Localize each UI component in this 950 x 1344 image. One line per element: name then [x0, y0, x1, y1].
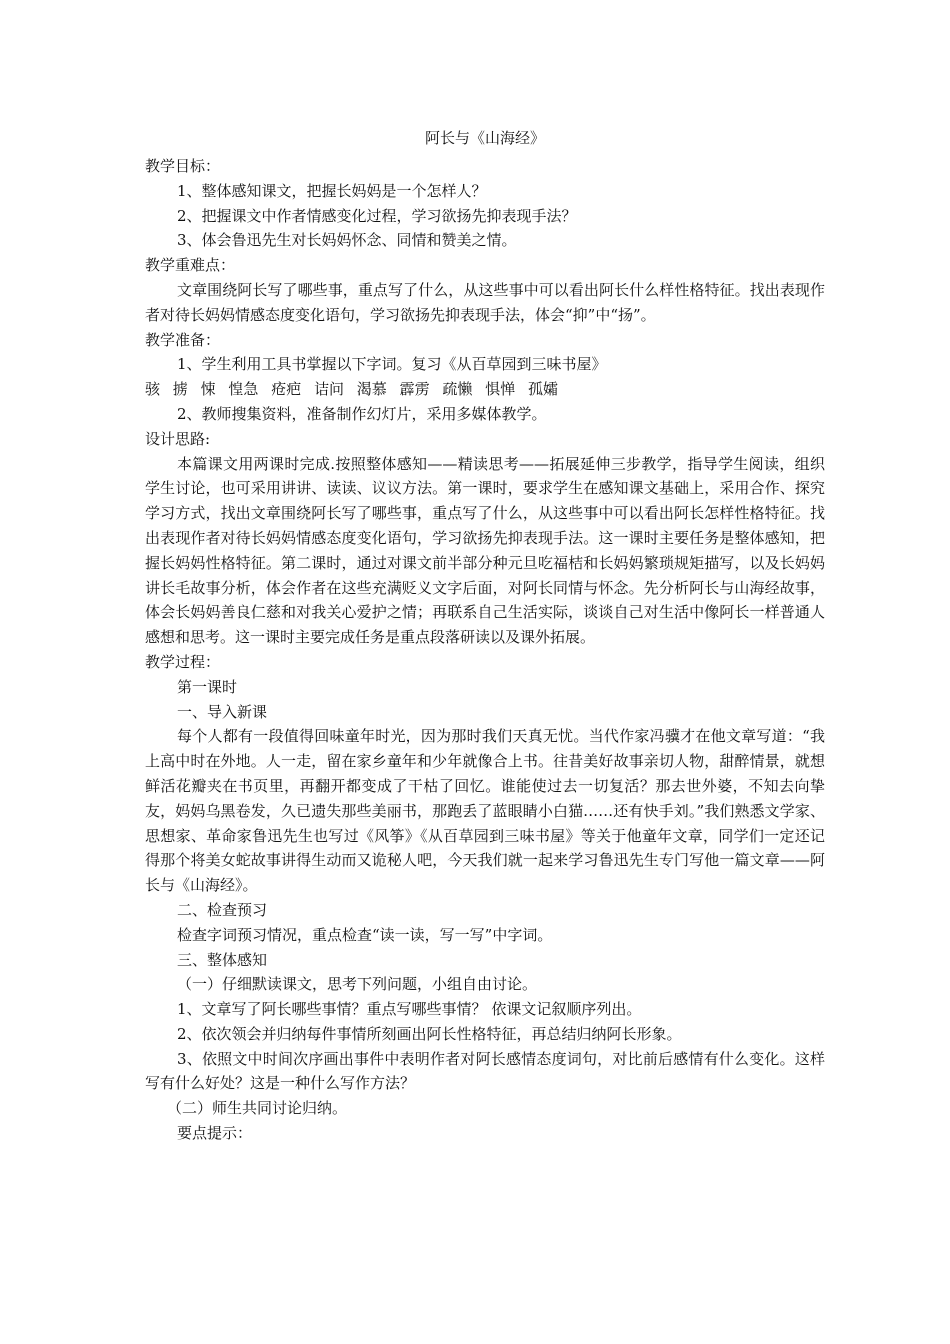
vocab-word: 渴慕: [356, 380, 387, 399]
goal-item: 1、整体感知课文，把握长妈妈是一个怎样人？: [177, 181, 487, 200]
vocab-word: 霹雳: [399, 380, 430, 399]
design-heading: 设计思路:: [145, 429, 211, 448]
vocab-word: 悚: [200, 380, 216, 399]
goal-item: 2、把握课文中作者情感变化过程，学习欲扬先抑表现手法？: [177, 206, 577, 225]
vocab-word: 惧惮: [485, 380, 516, 399]
vocab-word: 诘问: [313, 380, 344, 399]
key-tips-label: 要点提示：: [177, 1124, 253, 1143]
vocab-word: 疏懒: [442, 380, 473, 399]
document-page: [145, 128, 825, 1146]
goals-heading: 教学目标：: [145, 157, 221, 175]
preview-check-text: 检查字词预习情况，重点检查“读一读，写一写”中字词。: [177, 925, 553, 944]
vocab-word: 掳: [172, 380, 188, 399]
subsection-heading: （二）师生共同讨论归纳。: [167, 1099, 348, 1118]
vocab-word: 惶急: [228, 380, 259, 399]
preparation-heading: 教学准备：: [145, 330, 221, 349]
vocab-word: 孤孀: [527, 380, 558, 399]
question-item: 2、依次领会并归纳每件事情所刻画出阿长性格特征，再总结归纳阿长形象。: [177, 1024, 682, 1043]
goal-item: 3、体会鲁迅先生对长妈妈怀念、同情和赞美之情。: [177, 231, 517, 250]
vocabulary-list: [145, 377, 825, 402]
document-title: 阿长与《山海经》: [424, 129, 545, 147]
subsection-heading: （一）仔细默读课文，思考下列问题，小组自由讨论。: [177, 975, 538, 994]
vocab-word: 骇: [145, 380, 161, 399]
section-heading: 三、整体感知: [177, 950, 268, 969]
preparation-item: 1、学生利用工具书掌握以下字词。复习《从百草园到三味书屋》: [177, 355, 607, 374]
lesson-one-heading: 第一课时: [177, 677, 238, 696]
preparation-item: 2、教师搜集资料，准备制作幻灯片，采用多媒体教学。: [177, 404, 547, 423]
vocab-word: 疮疤: [271, 380, 302, 399]
section-heading: 二、检查预习: [177, 900, 268, 919]
section-heading: 一、导入新课: [177, 702, 268, 721]
design-paragraph: 本篇课文用两课时完成.按照整体感知——精读思考——拓展延伸三步教学，指导学生阅读，组织学生讨论，也可采用讲讲、读读、议议方法。第一课时，要求学生在感知课文基础上，采用合作、探究学习方式，找出文章围绕阿长写了哪些事，重点写了什么，从这些事中可以看出阿长怎样性格特征。找出表现作者对待长妈妈情感态度变化语句，学习欲扬先抑表现手法。这一课时主要任务是整体感知，把握长妈妈性格特征。第二课时，通过对课文前半部分种元旦吃福桔和长妈妈繁琐规矩描写，以及长妈妈讲长毛故事分析，体会作者在这些充满贬义文字后面，对阿长同情与怀念。先分析阿长与山海经故事，体会长妈妈善良仁慈和对我关心爱护之情；再联系自己生活实际，谈谈自己对生活中像阿长一样普通人感想和思考。这一课时主要完成任务是重点段落研读以及课外拓展。: [145, 454, 825, 647]
question-item: 1、文章写了阿长哪些事情？重点写哪些事情？ 依课文记叙顺序列出。: [177, 1000, 642, 1019]
process-heading: 教学过程：: [145, 652, 221, 671]
question-item: 3、依照文中时间次序画出事件中表明作者对阿长感情态度词句，对比前后感情有什么变化。这样写有什么好处？这是一种什么写作方法？: [145, 1049, 825, 1093]
key-points-paragraph: 文章围绕阿长写了哪些事，重点写了什么，从这些事中可以看出阿长什么样性格特征。找出表现作者对待长妈妈情感态度变化语句，学习欲扬先抑表现手法，体会“抑”中“扬”。: [145, 280, 825, 324]
intro-paragraph: 每个人都有一段值得回味童年时光，因为那时我们天真无忧。当代作家冯骥才在他文章写道：“我上高中时在外地。人一走，留在家乡童年和少年就像合上书。往昔美好故事亲切人物，甜醉情景，就想鲜活花瓣夹在书页里，再翻开都变成了干枯了回忆。谁能使过去一切复活？那去世外婆，不知去向挚友，妈妈乌黑卷发，久已遗失那些美丽书，那跑丢了蓝眼睛小白猫……还有快手刘。”我们熟悉文学家、思想家、革命家鲁迅先生也写过《风筝》《从百草园到三味书屋》等关于他童年文章，同学们一定还记得那个将美女蛇故事讲得生动而又诡秘人吧，今天我们就一起来学习鲁迅先生专门写他一篇文章——阿长与《山海经》。: [145, 727, 825, 895]
key-points-heading: 教学重难点：: [145, 256, 236, 275]
